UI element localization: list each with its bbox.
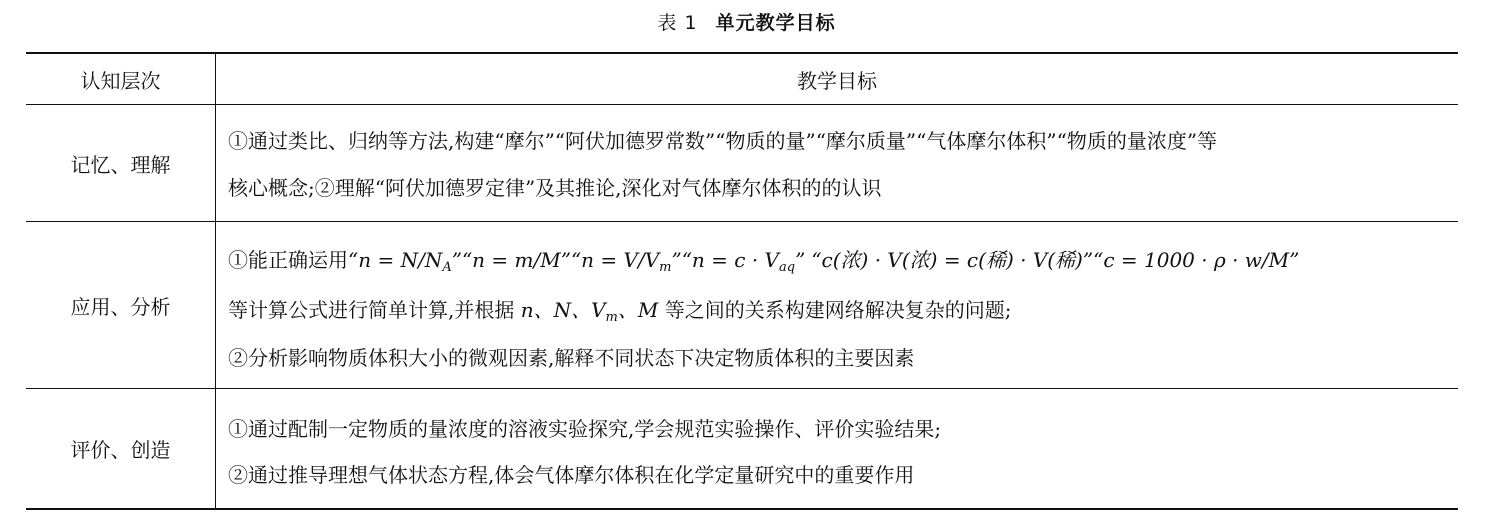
row-2-goal xyxy=(216,222,1458,388)
header-goal: 教学目标 xyxy=(797,68,877,93)
table-title: 单元教学目标 xyxy=(715,12,836,34)
header-level: 认知层次 xyxy=(80,68,161,93)
row-3-level: 评价、创造 xyxy=(70,438,171,462)
bottom-rule xyxy=(26,508,1458,510)
row-3-goal xyxy=(216,389,1458,508)
row-2-line-2-suffix: 等之间的关系构建网络解决复杂的问题; xyxy=(658,298,1012,322)
row-2-line-3: ②分析影响物质体积大小的微观因素,解释不同状态下决定物质体积的主要因素 xyxy=(228,346,915,370)
row-3-line-1: ①通过配制一定物质的量浓度的溶液实验探究,学会规范实验操作、评价实验结果; xyxy=(228,417,942,441)
formula-dilution: “c(浓) · V(浓) = c(稀) · V(稀)” xyxy=(811,248,1094,272)
row-1-line-1: ①通过类比、归纳等方法,构建“摩尔”“阿伏加德罗常数”“物质的量”“摩尔质量”“气体摩尔体积”“物质的量浓度”等 xyxy=(228,129,1218,153)
row-2-level: 应用、分析 xyxy=(70,294,171,319)
row-2-line-2-prefix: 等计算公式进行简单计算,并根据 xyxy=(228,298,521,322)
row-3-line-2: ②通过推导理想气体状态方程,体会气体摩尔体积在化学定量研究中的重要作用 xyxy=(228,463,915,487)
table-caption xyxy=(0,8,1493,35)
row-2-line-1 xyxy=(228,244,1299,273)
row-1-line-2: 核心概念;②理解“阿伏加德罗定律”及其推论,深化对气体摩尔体积的的认识 xyxy=(228,176,882,200)
row-2-line-2 xyxy=(228,294,1011,323)
formula-n-c-Vaq: “$n = c \cdot V_{aq}$” xyxy=(681,248,806,275)
row-2-line-1-prefix: ①能正确运用 xyxy=(228,248,348,272)
formula-n-m-M: “n = m/M” xyxy=(461,248,571,272)
formula-n-N-NA: “$n = N/N_A$” xyxy=(348,248,462,275)
formula-c-density: “c = 1000 · ρ · w/M” xyxy=(1093,248,1300,272)
formula-n-V-Vm: “$n = V/V_m$” xyxy=(570,248,682,275)
row-1-level: 记忆、理解 xyxy=(70,152,171,177)
row-2-variables: n、N、$V_m$、M xyxy=(520,298,659,325)
row-1-goal xyxy=(216,105,1458,221)
table-number: 表 1 xyxy=(657,12,698,34)
